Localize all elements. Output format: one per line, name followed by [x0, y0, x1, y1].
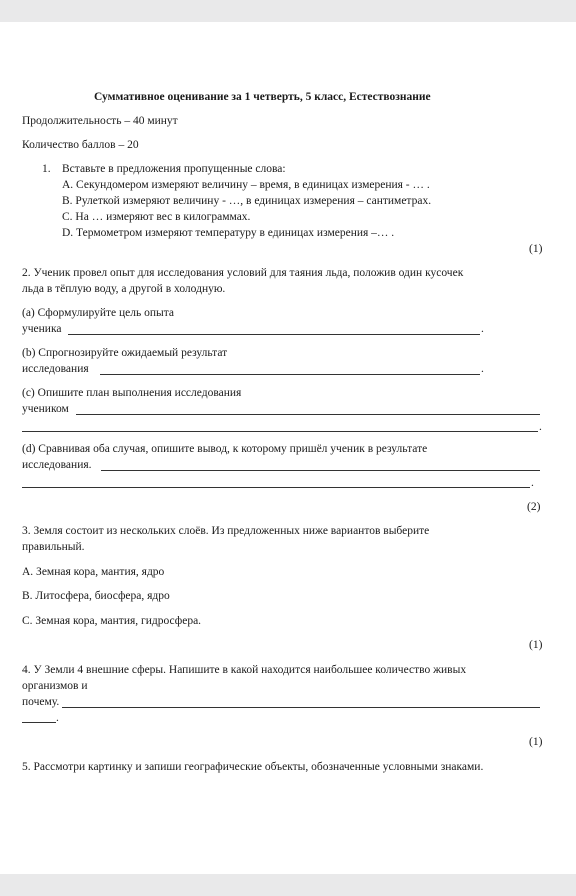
q2d-period: . [531, 477, 534, 489]
q5-text: 5. Рассмотри картинку и запиши географические объекты, обозначенные условными знаками. [22, 761, 484, 773]
q2a-period: . [481, 323, 484, 335]
q2b-answer-line[interactable] [100, 374, 480, 375]
q2a-label: (a) Сформулируйте цель опыта [22, 307, 175, 319]
points-text: Количество баллов – 20 [22, 139, 139, 151]
q1-option-c: C. На … измеряют вес в килограммах. [62, 211, 251, 223]
q4-answer-line-2[interactable] [22, 722, 56, 723]
q4-score: (1) [529, 736, 543, 748]
q2-text-line1: 2. Ученик провел опыт для исследования условий для таяния льда, положив один кусочек [22, 267, 464, 279]
q2d-answer-line-2[interactable] [22, 487, 530, 488]
q4-text-line1: 4. У Земли 4 внешние сферы. Напишите в какой находится наибольшее количество живых [22, 664, 467, 676]
duration-text: Продолжительность – 40 минут [22, 115, 178, 127]
q3-text-line2: правильный. [22, 541, 85, 553]
q4-answer-line-1[interactable] [62, 707, 540, 708]
q3-score: (1) [529, 639, 543, 651]
q1-option-b: B. Рулеткой измеряют величину - …, в единицах измерения – сантиметрах. [62, 195, 432, 207]
q2c-word: учеником [22, 403, 69, 415]
q1-score: (1) [529, 243, 543, 255]
q2b-period: . [481, 363, 484, 375]
q4-period: . [56, 712, 59, 724]
q4-text-line2: организмов и [22, 680, 88, 692]
q2d-word: исследования. [22, 459, 92, 471]
q1-prompt: Вставьте в предложения пропущенные слова: [62, 163, 286, 175]
q3-text-line1: 3. Земля состоит из нескольких слоёв. Из предложенных ниже вариантов выберите [22, 525, 430, 537]
q3-option-b: В. Литосфера, биосфера, ядро [22, 590, 170, 602]
q1-option-a: A. Секундомером измеряют величину – время, в единицах измерения - … . [62, 179, 430, 191]
q2-score: (2) [527, 501, 541, 513]
q2-text-line2: льда в тёплую воду, а другой в холодную. [22, 283, 226, 295]
q2b-word: исследования [22, 363, 89, 375]
q2c-answer-line-1[interactable] [76, 414, 540, 415]
page-title: Суммативное оценивание за 1 четверть, 5 класс, Естествознание [94, 91, 431, 103]
q2c-answer-line-2[interactable] [22, 431, 538, 432]
q1-number: 1. [42, 163, 51, 175]
q3-option-a: А. Земная кора, мантия, ядро [22, 566, 165, 578]
q3-option-c: С. Земная кора, мантия, гидросфера. [22, 615, 202, 627]
q2d-label: (d) Сравнивая оба случая, опишите вывод, к которому пришёл ученик в результате [22, 443, 428, 455]
q2c-label: (c) Опишите план выполнения исследования [22, 387, 242, 399]
q2b-label: (b) Спрогнозируйте ожидаемый результат [22, 347, 228, 359]
q2a-word: ученика [22, 323, 62, 335]
q2d-answer-line-1[interactable] [101, 470, 540, 471]
q2c-period: . [539, 421, 542, 433]
q1-option-d: D. Термометром измеряют температуру в единицах измерения –… . [62, 227, 395, 239]
worksheet-page [0, 22, 576, 874]
q2a-answer-line[interactable] [68, 334, 480, 335]
q4-text-line3: почему. [22, 696, 60, 708]
